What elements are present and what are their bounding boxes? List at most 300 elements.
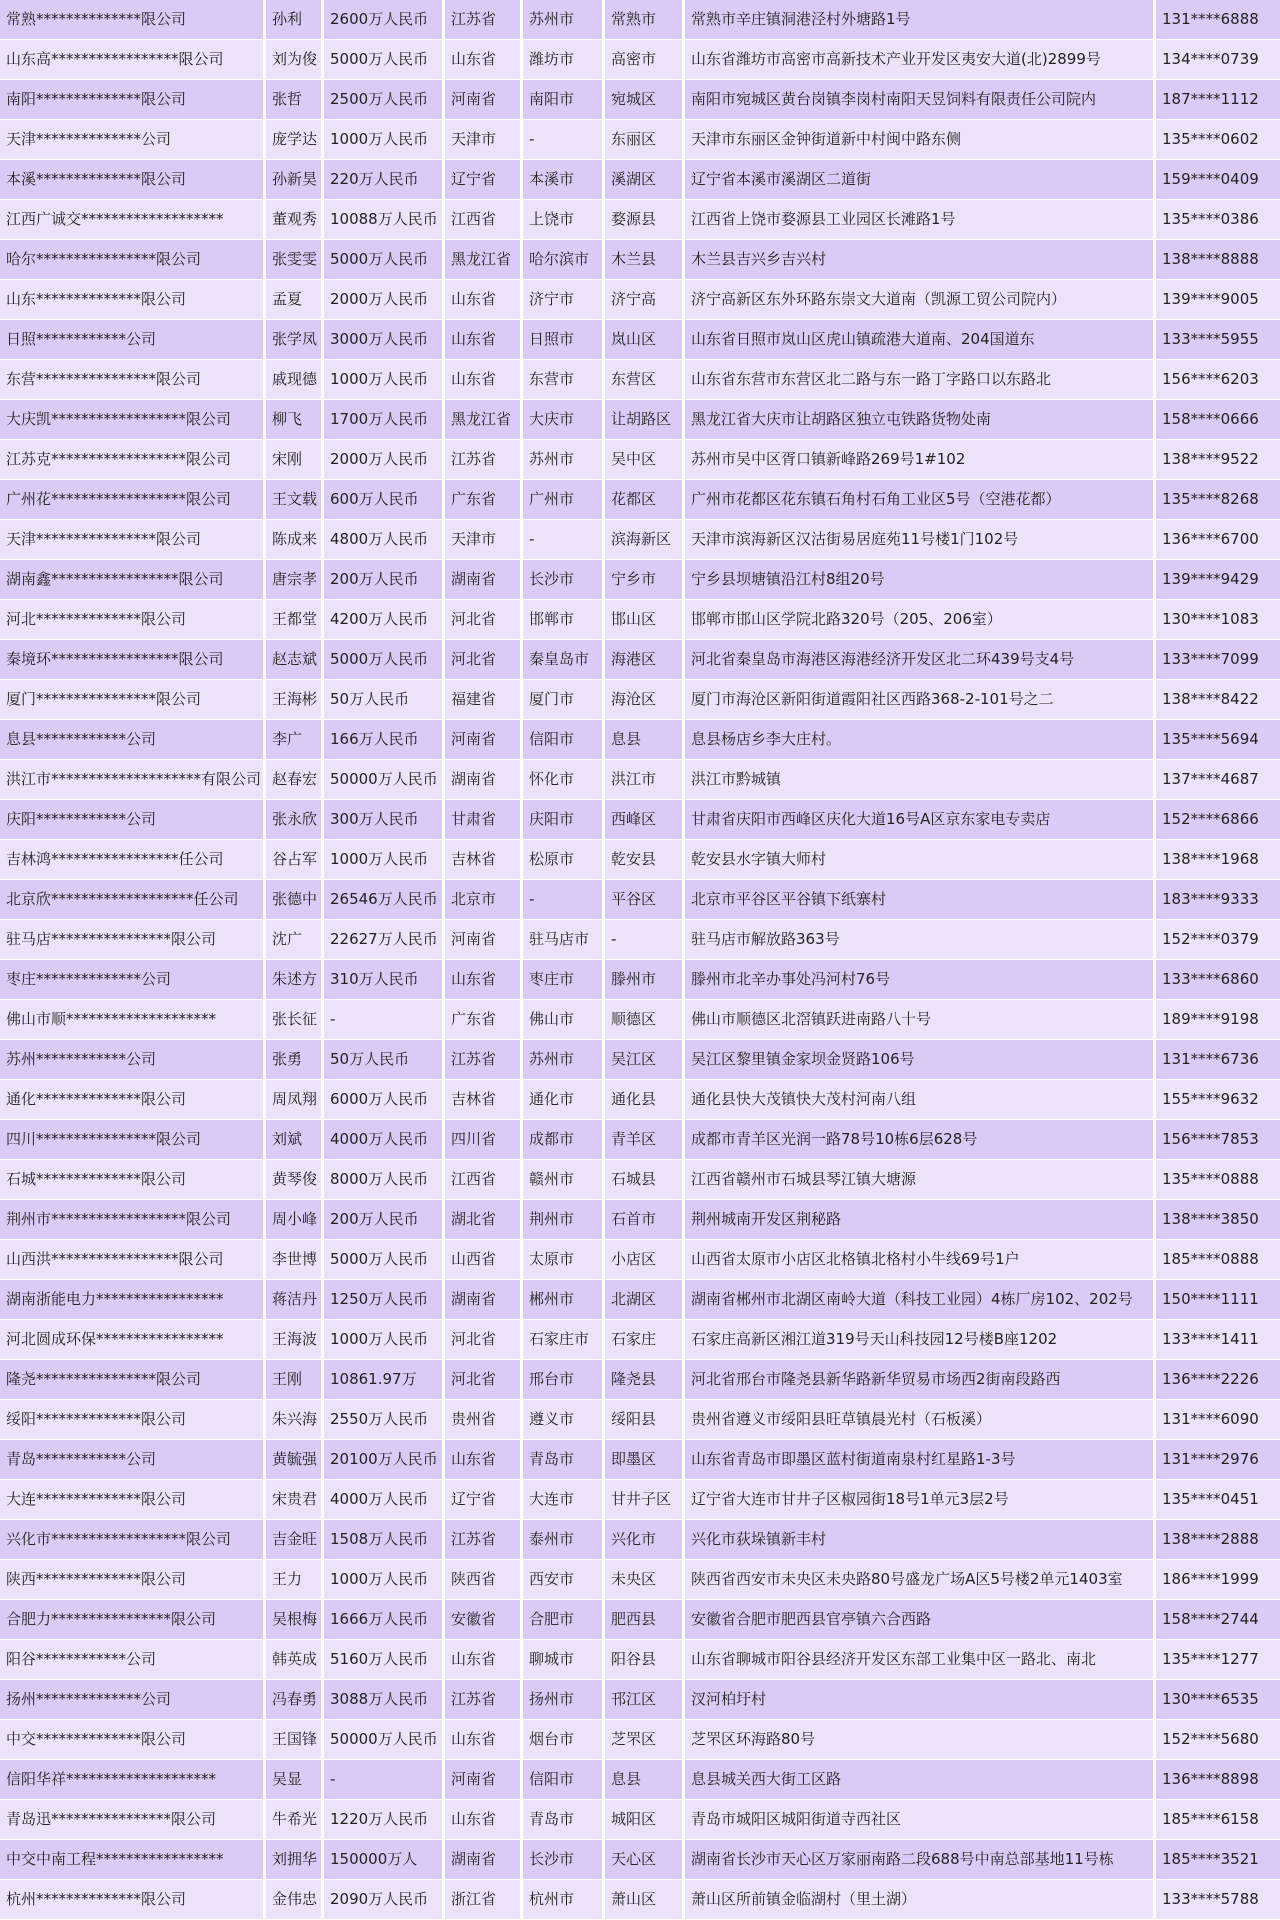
contact-name-cell: 朱述方 [266,960,324,999]
table-row [0,1280,1280,1320]
contact-name-cell: 朱兴海 [266,1400,324,1439]
table-row [0,1240,1280,1280]
company-name-cell: 四川****************限公司 [0,1120,266,1159]
phone-cell: 138****8422 [1156,680,1280,719]
phone-cell: 156****7853 [1156,1120,1280,1159]
province-cell: 湖北省 [445,1200,523,1239]
address-cell: 湖南省郴州市北湖区南岭大道（科技工业园）4栋厂房102、202号 [685,1280,1156,1319]
address-cell: 辽宁省大连市甘井子区椒园街18号1单元3层2号 [685,1480,1156,1519]
table-row [0,120,1280,160]
city-cell: 本溪市 [523,160,605,199]
company-name-cell: 佛山市顺******************** [0,1000,266,1039]
address-cell: 宁乡县坝塘镇沿江村8组20号 [685,560,1156,599]
table-row [0,680,1280,720]
address-cell: 甘肃省庆阳市西峰区庆化大道16号A区京东家电专卖店 [685,800,1156,839]
company-name-cell: 陕西**************限公司 [0,1560,266,1599]
address-cell: 佛山市顺德区北滘镇跃进南路八十号 [685,1000,1156,1039]
table-row [0,960,1280,1000]
registered-capital-cell: 5160万人民币 [324,1640,445,1679]
contact-name-cell: 周小峰 [266,1200,324,1239]
contact-name-cell: 宋贵君 [266,1480,324,1519]
contact-name-cell: 吉金旺 [266,1520,324,1559]
contact-name-cell: 张德中 [266,880,324,919]
registered-capital-cell: 600万人民币 [324,480,445,519]
contact-name-cell: 蒋洁丹 [266,1280,324,1319]
city-cell: 扬州市 [523,1680,605,1719]
address-cell: 石家庄高新区湘江道319号天山科技园12号楼B座1202 [685,1320,1156,1359]
phone-cell: 183****9333 [1156,880,1280,919]
phone-cell: 158****2744 [1156,1600,1280,1639]
district-cell: 滕州市 [605,960,685,999]
address-cell: 南阳市宛城区黄台岗镇李岗村南阳天昱饲料有限责任公司院内 [685,80,1156,119]
address-cell: 江西省上饶市婺源县工业园区长滩路1号 [685,200,1156,239]
company-name-cell: 合肥力****************限公司 [0,1600,266,1639]
registered-capital-cell: 1000万人民币 [324,840,445,879]
province-cell: 吉林省 [445,840,523,879]
city-cell: 邢台市 [523,1360,605,1399]
district-cell: 海港区 [605,640,685,679]
district-cell: 岚山区 [605,320,685,359]
district-cell: 石城县 [605,1160,685,1199]
district-cell: 甘井子区 [605,1480,685,1519]
district-cell: 木兰县 [605,240,685,279]
company-name-cell: 兴化市******************限公司 [0,1520,266,1559]
city-cell: 日照市 [523,320,605,359]
address-cell: 汊河柏圩村 [685,1680,1156,1719]
registered-capital-cell: - [324,1000,445,1039]
district-cell: 让胡路区 [605,400,685,439]
phone-cell: 139****9005 [1156,280,1280,319]
contact-name-cell: 孟夏 [266,280,324,319]
registered-capital-cell: 200万人民币 [324,1200,445,1239]
table-row [0,200,1280,240]
province-cell: 河北省 [445,640,523,679]
district-cell: 宛城区 [605,80,685,119]
contact-name-cell: 吴根梅 [266,1600,324,1639]
table-row [0,1200,1280,1240]
address-cell: 滕州市北辛办事处冯河村76号 [685,960,1156,999]
table-row [0,1440,1280,1480]
address-cell: 洪江市黔城镇 [685,760,1156,799]
registered-capital-cell: 310万人民币 [324,960,445,999]
district-cell: 济宁高 [605,280,685,319]
table-row [0,1400,1280,1440]
address-cell: 天津市滨海新区汉沽街易居庭苑11号楼1门102号 [685,520,1156,559]
phone-cell: 135****1277 [1156,1640,1280,1679]
city-cell: 烟台市 [523,1720,605,1759]
address-cell: 驻马店市解放路363号 [685,920,1156,959]
table-row [0,1520,1280,1560]
city-cell: 长沙市 [523,560,605,599]
phone-cell: 187****1112 [1156,80,1280,119]
registered-capital-cell: 1000万人民币 [324,1320,445,1359]
phone-cell: 135****0888 [1156,1160,1280,1199]
province-cell: 河南省 [445,920,523,959]
address-cell: 山东省日照市岚山区虎山镇疏港大道南、204国道东 [685,320,1156,359]
registered-capital-cell: 300万人民币 [324,800,445,839]
city-cell: 信阳市 [523,1760,605,1799]
province-cell: 贵州省 [445,1400,523,1439]
city-cell: 哈尔滨市 [523,240,605,279]
phone-cell: 136****8898 [1156,1760,1280,1799]
district-cell: 阳谷县 [605,1640,685,1679]
address-cell: 济宁高新区东外环路东崇文大道南（凯源工贸公司院内） [685,280,1156,319]
contact-name-cell: 王海彬 [266,680,324,719]
registered-capital-cell: 2090万人民币 [324,1880,445,1919]
address-cell: 山东省东营市东营区北二路与东一路丁字路口以东路北 [685,360,1156,399]
address-cell: 黑龙江省大庆市让胡路区独立屯铁路货物处南 [685,400,1156,439]
address-cell: 天津市东丽区金钟街道新中村闽中路东侧 [685,120,1156,159]
address-cell: 荆州城南开发区荆秘路 [685,1200,1156,1239]
company-name-cell: 秦境环*****************限公司 [0,640,266,679]
registered-capital-cell: 1700万人民币 [324,400,445,439]
phone-cell: 135****0451 [1156,1480,1280,1519]
phone-cell: 133****7099 [1156,640,1280,679]
company-name-cell: 常熟**************限公司 [0,0,266,39]
province-cell: 山东省 [445,1800,523,1839]
province-cell: 河南省 [445,1760,523,1799]
district-cell: 花都区 [605,480,685,519]
district-cell: 小店区 [605,1240,685,1279]
table-row [0,920,1280,960]
registered-capital-cell: 2000万人民币 [324,280,445,319]
city-cell: 赣州市 [523,1160,605,1199]
company-name-cell: 湖南鑫*****************限公司 [0,560,266,599]
district-cell: 未央区 [605,1560,685,1599]
district-cell: 兴化市 [605,1520,685,1559]
province-cell: 湖南省 [445,560,523,599]
company-name-cell: 隆尧****************限公司 [0,1360,266,1399]
address-cell: 山西省太原市小店区北格镇北格村小牛线69号1户 [685,1240,1156,1279]
company-name-cell: 东营****************限公司 [0,360,266,399]
address-cell: 陕西省西安市未央区未央路80号盛龙广场A区5号楼2单元1403室 [685,1560,1156,1599]
city-cell: 石家庄市 [523,1320,605,1359]
company-name-cell: 杭州**************限公司 [0,1880,266,1919]
table-row [0,1680,1280,1720]
registered-capital-cell: 150000万人 [324,1840,445,1879]
contact-name-cell: 陈成来 [266,520,324,559]
contact-name-cell: 董观秀 [266,200,324,239]
contact-name-cell: 孙新昊 [266,160,324,199]
company-name-cell: 天津**************公司 [0,120,266,159]
contact-name-cell: 李世博 [266,1240,324,1279]
table-row [0,1800,1280,1840]
province-cell: 河北省 [445,1320,523,1359]
district-cell: 洪江市 [605,760,685,799]
company-name-cell: 南阳**************限公司 [0,80,266,119]
district-cell: 城阳区 [605,1800,685,1839]
address-cell: 苏州市吴中区胥口镇新峰路269号1#102 [685,440,1156,479]
contact-name-cell: 谷占军 [266,840,324,879]
district-cell: 石首市 [605,1200,685,1239]
province-cell: 福建省 [445,680,523,719]
district-cell: 北湖区 [605,1280,685,1319]
address-cell: 辽宁省本溪市溪湖区二道街 [685,160,1156,199]
address-cell: 成都市青羊区光润一路78号10栋6层628号 [685,1120,1156,1159]
table-row [0,480,1280,520]
registered-capital-cell: - [324,1760,445,1799]
registered-capital-cell: 1000万人民币 [324,120,445,159]
city-cell: 青岛市 [523,1800,605,1839]
table-row [0,640,1280,680]
table-row [0,1560,1280,1600]
contact-name-cell: 赵春宏 [266,760,324,799]
phone-cell: 186****1999 [1156,1560,1280,1599]
province-cell: 湖南省 [445,1840,523,1879]
phone-cell: 133****5788 [1156,1880,1280,1919]
province-cell: 湖南省 [445,1280,523,1319]
contact-name-cell: 庞学达 [266,120,324,159]
company-name-cell: 庆阳************公司 [0,800,266,839]
city-cell: 遵义市 [523,1400,605,1439]
registered-capital-cell: 220万人民币 [324,160,445,199]
city-cell: 通化市 [523,1080,605,1119]
province-cell: 广东省 [445,1000,523,1039]
city-cell: 上饶市 [523,200,605,239]
address-cell: 贵州省遵义市绥阳县旺草镇晨光村（石板溪） [685,1400,1156,1439]
city-cell: 苏州市 [523,440,605,479]
table-row [0,1080,1280,1120]
company-name-cell: 哈尔****************限公司 [0,240,266,279]
phone-cell: 152****6866 [1156,800,1280,839]
city-cell: 南阳市 [523,80,605,119]
district-cell: 萧山区 [605,1880,685,1919]
city-cell: - [523,880,605,919]
district-cell: 青羊区 [605,1120,685,1159]
city-cell: 厦门市 [523,680,605,719]
company-name-cell: 息县************公司 [0,720,266,759]
city-cell: 杭州市 [523,1880,605,1919]
registered-capital-cell: 1508万人民币 [324,1520,445,1559]
city-cell: 聊城市 [523,1640,605,1679]
contact-name-cell: 柳飞 [266,400,324,439]
district-cell: 平谷区 [605,880,685,919]
address-cell: 息县杨店乡李大庄村。 [685,720,1156,759]
province-cell: 河北省 [445,600,523,639]
phone-cell: 150****1111 [1156,1280,1280,1319]
company-name-cell: 厦门****************限公司 [0,680,266,719]
table-row [0,320,1280,360]
table-row [0,560,1280,600]
province-cell: 甘肃省 [445,800,523,839]
table-row [0,1760,1280,1800]
contact-name-cell: 刘为俊 [266,40,324,79]
registered-capital-cell: 1250万人民币 [324,1280,445,1319]
city-cell: - [523,120,605,159]
registered-capital-cell: 2600万人民币 [324,0,445,39]
table-row [0,760,1280,800]
contact-name-cell: 张长征 [266,1000,324,1039]
city-cell: 信阳市 [523,720,605,759]
registered-capital-cell: 166万人民币 [324,720,445,759]
address-cell: 江西省赣州市石城县琴江镇大塘源 [685,1160,1156,1199]
contact-name-cell: 黄毓强 [266,1440,324,1479]
company-name-cell: 绥阳**************限公司 [0,1400,266,1439]
contact-name-cell: 张哲 [266,80,324,119]
province-cell: 湖南省 [445,760,523,799]
contact-name-cell: 张雯雯 [266,240,324,279]
registered-capital-cell: 4000万人民币 [324,1120,445,1159]
address-cell: 息县城关西大街工区路 [685,1760,1156,1799]
company-name-cell: 洪江市********************有限公司 [0,760,266,799]
company-name-cell: 大连**************限公司 [0,1480,266,1519]
address-cell: 厦门市海沧区新阳街道霞阳社区西路368-2-101号之二 [685,680,1156,719]
contact-name-cell: 唐宗孝 [266,560,324,599]
company-name-cell: 山东**************限公司 [0,280,266,319]
city-cell: 大庆市 [523,400,605,439]
registered-capital-cell: 4000万人民币 [324,1480,445,1519]
company-name-cell: 河北圆成环保***************** [0,1320,266,1359]
district-cell: 东丽区 [605,120,685,159]
contact-name-cell: 戚现德 [266,360,324,399]
phone-cell: 138****3850 [1156,1200,1280,1239]
contact-name-cell: 张永欣 [266,800,324,839]
province-cell: 天津市 [445,520,523,559]
district-cell: 即墨区 [605,1440,685,1479]
province-cell: 山西省 [445,1240,523,1279]
company-name-cell: 苏州************公司 [0,1040,266,1079]
table-row [0,520,1280,560]
phone-cell: 135****0602 [1156,120,1280,159]
table-row [0,1120,1280,1160]
province-cell: 河南省 [445,80,523,119]
contact-name-cell: 王海波 [266,1320,324,1359]
phone-cell: 138****8888 [1156,240,1280,279]
registered-capital-cell: 10088万人民币 [324,200,445,239]
table-row [0,1000,1280,1040]
province-cell: 山东省 [445,360,523,399]
contact-name-cell: 金伟忠 [266,1880,324,1919]
province-cell: 江苏省 [445,1520,523,1559]
contact-name-cell: 韩英成 [266,1640,324,1679]
address-cell: 通化县快大茂镇快大茂村河南八组 [685,1080,1156,1119]
registered-capital-cell: 3000万人民币 [324,320,445,359]
company-name-cell: 湖南浙能电力***************** [0,1280,266,1319]
district-cell: 滨海新区 [605,520,685,559]
phone-cell: 133****5955 [1156,320,1280,359]
company-name-cell: 石城**************限公司 [0,1160,266,1199]
company-name-cell: 荆州市******************限公司 [0,1200,266,1239]
table-row [0,840,1280,880]
address-cell: 安徽省合肥市肥西县官亭镇六合西路 [685,1600,1156,1639]
registered-capital-cell: 8000万人民币 [324,1160,445,1199]
contact-name-cell: 孙利 [266,0,324,39]
city-cell: 松原市 [523,840,605,879]
address-cell: 山东省潍坊市高密市高新技术产业开发区夷安大道(北)2899号 [685,40,1156,79]
phone-cell: 138****2888 [1156,1520,1280,1559]
address-cell: 木兰县吉兴乡吉兴村 [685,240,1156,279]
table-row [0,1480,1280,1520]
company-name-cell: 驻马店****************限公司 [0,920,266,959]
company-name-cell: 枣庄**************公司 [0,960,266,999]
registered-capital-cell: 50000万人民币 [324,1720,445,1759]
contact-name-cell: 宋刚 [266,440,324,479]
registered-capital-cell: 5000万人民币 [324,40,445,79]
district-cell: 西峰区 [605,800,685,839]
district-cell: - [605,920,685,959]
phone-cell: 138****9522 [1156,440,1280,479]
company-name-cell: 北京欣*******************任公司 [0,880,266,919]
table-row [0,1360,1280,1400]
registered-capital-cell: 2500万人民币 [324,80,445,119]
city-cell: 苏州市 [523,1040,605,1079]
address-cell: 乾安县水字镇大师村 [685,840,1156,879]
city-cell: 怀化市 [523,760,605,799]
phone-cell: 159****0409 [1156,160,1280,199]
province-cell: 天津市 [445,120,523,159]
city-cell: 长沙市 [523,1840,605,1879]
district-cell: 宁乡市 [605,560,685,599]
province-cell: 河南省 [445,720,523,759]
phone-cell: 135****0386 [1156,200,1280,239]
table-row [0,720,1280,760]
province-cell: 山东省 [445,320,523,359]
table-row [0,280,1280,320]
province-cell: 山东省 [445,40,523,79]
district-cell: 东营区 [605,360,685,399]
phone-cell: 138****1968 [1156,840,1280,879]
city-cell: 泰州市 [523,1520,605,1559]
table-row [0,600,1280,640]
contact-name-cell: 冯春勇 [266,1680,324,1719]
table-row [0,1880,1280,1920]
district-cell: 溪湖区 [605,160,685,199]
phone-cell: 152****5680 [1156,1720,1280,1759]
contact-name-cell: 刘斌 [266,1120,324,1159]
province-cell: 山东省 [445,1720,523,1759]
address-cell: 吴江区黎里镇金家坝金贤路106号 [685,1040,1156,1079]
contact-name-cell: 王文载 [266,480,324,519]
city-cell: 济宁市 [523,280,605,319]
province-cell: 山东省 [445,1640,523,1679]
province-cell: 河北省 [445,1360,523,1399]
city-cell: 郴州市 [523,1280,605,1319]
province-cell: 江苏省 [445,1040,523,1079]
table-row [0,1040,1280,1080]
phone-cell: 133****1411 [1156,1320,1280,1359]
phone-cell: 189****9198 [1156,1000,1280,1039]
table-row [0,360,1280,400]
address-cell: 山东省青岛市即墨区蓝村街道南泉村红星路1-3号 [685,1440,1156,1479]
registered-capital-cell: 4200万人民币 [324,600,445,639]
company-name-cell: 日照************公司 [0,320,266,359]
district-cell: 石家庄 [605,1320,685,1359]
phone-cell: 137****4687 [1156,760,1280,799]
phone-cell: 185****3521 [1156,1840,1280,1879]
district-cell: 天心区 [605,1840,685,1879]
registered-capital-cell: 200万人民币 [324,560,445,599]
company-name-cell: 山东高*****************限公司 [0,40,266,79]
company-name-cell: 阳谷************公司 [0,1640,266,1679]
district-cell: 息县 [605,1760,685,1799]
phone-cell: 135****8268 [1156,480,1280,519]
phone-cell: 136****6700 [1156,520,1280,559]
registered-capital-cell: 5000万人民币 [324,640,445,679]
table-row [0,0,1280,40]
city-cell: - [523,520,605,559]
table-row [0,80,1280,120]
phone-cell: 139****9429 [1156,560,1280,599]
city-cell: 大连市 [523,1480,605,1519]
table-row [0,1640,1280,1680]
company-name-cell: 中交**************限公司 [0,1720,266,1759]
district-cell: 邗江区 [605,1680,685,1719]
registered-capital-cell: 1000万人民币 [324,360,445,399]
company-name-cell: 河北**************限公司 [0,600,266,639]
city-cell: 成都市 [523,1120,605,1159]
district-cell: 芝罘区 [605,1720,685,1759]
address-cell: 河北省秦皇岛市海港区海港经济开发区北二环439号支4号 [685,640,1156,679]
